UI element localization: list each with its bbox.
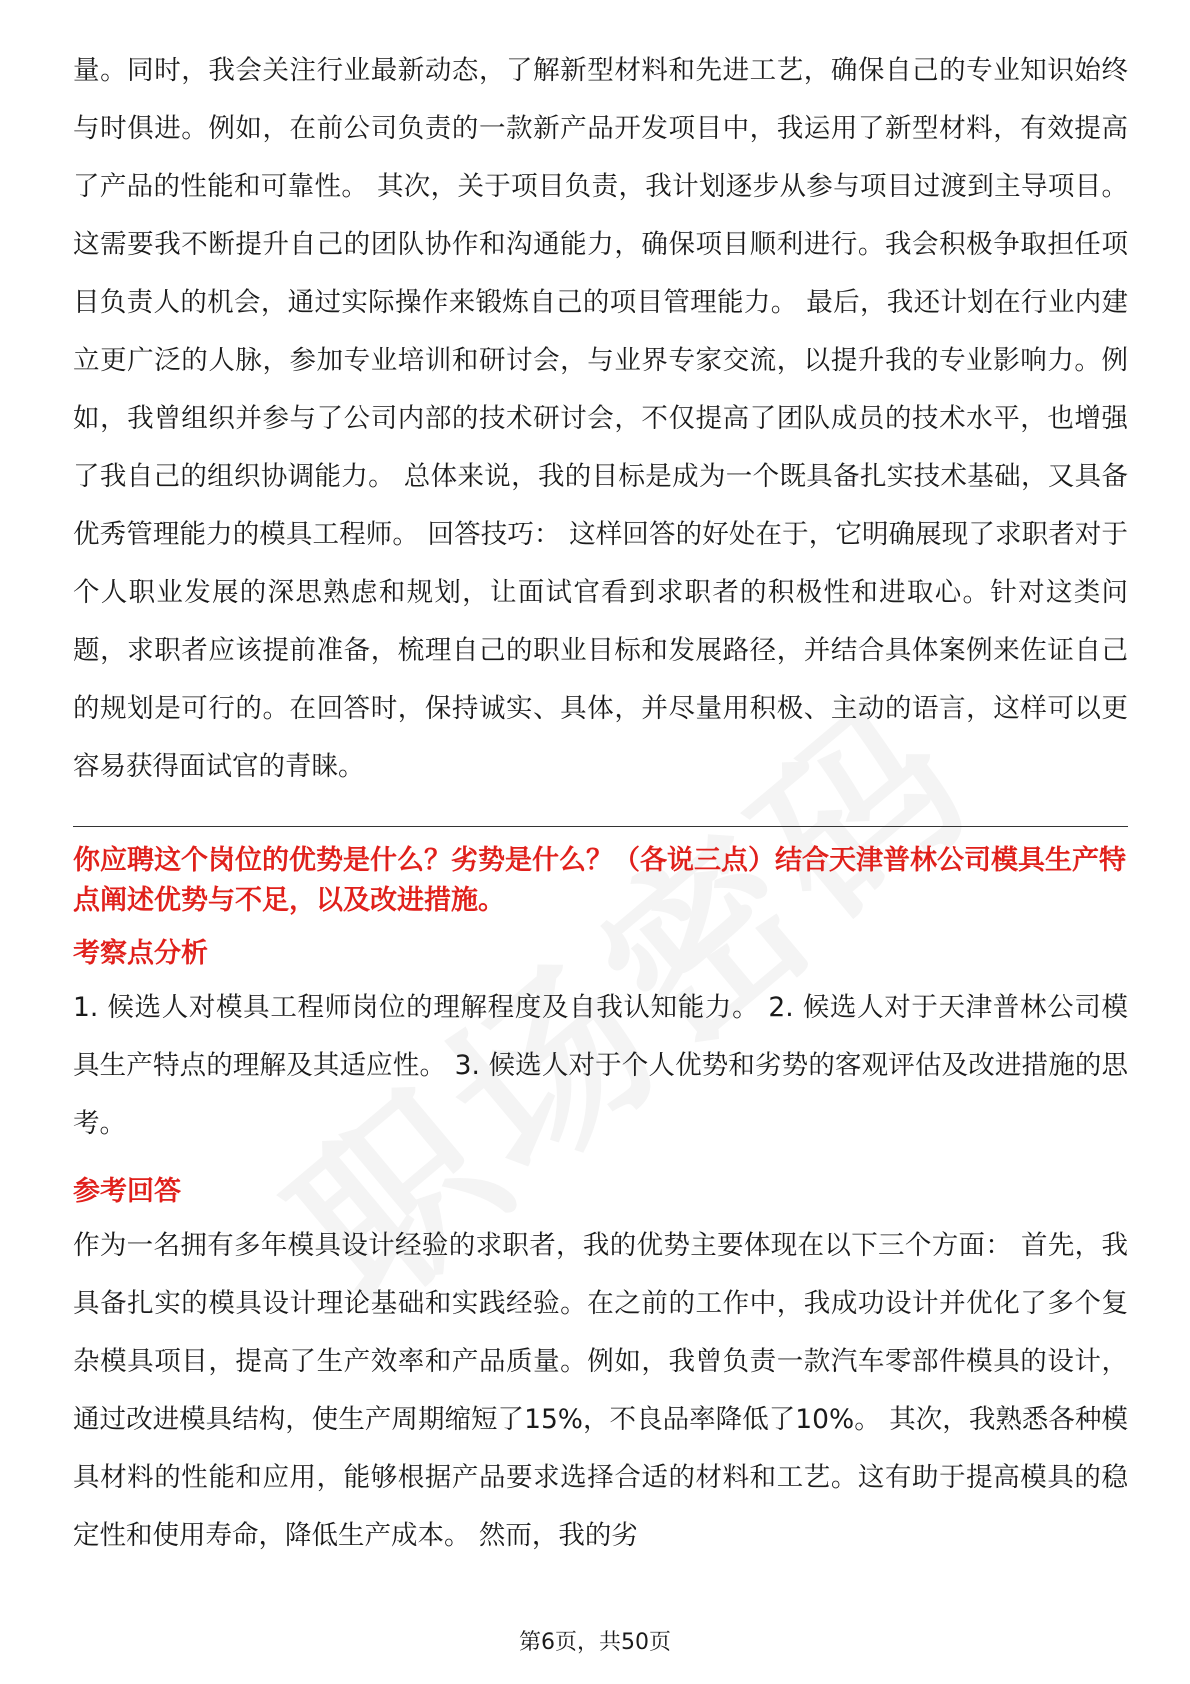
section-divider bbox=[73, 826, 1128, 827]
interview-question: 你应聘这个岗位的优势是什么？劣势是什么？（各说三点）结合天津普林公司模具生产特点阐述优势与不足，以及改进措施。 bbox=[73, 845, 1126, 916]
reference-answer-heading: 参考回答 bbox=[73, 1176, 181, 1207]
document-page bbox=[73, 42, 1128, 1565]
reference-answer-text: 作为一名拥有多年模具设计经验的求职者，我的优势主要体现在以下三个方面： 首先，我具备扎实的模具设计理论基础和实践经验。在之前的工作中，我成功设计并优化了多个复杂模具项目，提高了生产效率和产品质量。例如，我曾负责一款汽车零部件模具的设计，通过改进模具结构，使生产周期缩短了15%，不良品率降低了10%。 其次，我熟悉各种模具材料的性能和应用，能够根据产品要求选择合适的材料和工艺。这有助于提高模具的稳定性和使用寿命，降低生产成本。 然而，我的劣 bbox=[73, 1230, 1128, 1551]
page-number-footer: 第6页，共50页 bbox=[519, 1630, 671, 1655]
analysis-heading: 考察点分析 bbox=[73, 938, 208, 969]
analysis-text: 1. 候选人对模具工程师岗位的理解程度及自我认知能力。 2. 候选人对于天津普林公司模具生产特点的理解及其适应性。 3. 候选人对于个人优势和劣势的客观评估及改进措施的思考。 bbox=[73, 992, 1128, 1139]
continued-answer-paragraph: 量。同时，我会关注行业最新动态，了解新型材料和先进工艺，确保自己的专业知识始终与时俱进。例如，在前公司负责的一款新产品开发项目中，我运用了新型材料，有效提高了产品的性能和可靠性。 其次，关于项目负责，我计划逐步从参与项目过渡到主导项目。这需要我不断提升自己的团队协作和沟通能力，确保项目顺利进行。我会积极争取担任项目负责人的机会，通过实际操作来锻炼自己的项目管理能力。 最后，我还计划在行业内建立更广泛的人脉，参加专业培训和研讨会，与业界专家交流，以提升我的专业影响力。例如，我曾组织并参与了公司内部的技术研讨会，不仅提高了团队成员的技术水平，也增强了我自己的组织协调能力。 总体来说，我的目标是成为一个既具备扎实技术基础，又具备优秀管理能力的模具工程师。 回答技巧： 这样回答的好处在于，它明确展现了求职者对于个人职业发展的深思熟虑和规划，让面试官看到求职者的积极性和进取心。针对这类问题，求职者应该提前准备，梳理自己的职业目标和发展路径，并结合具体案例来佐证自己的规划是可行的。在回答时，保持诚实、具体，并尽量用积极、主动的语言，这样可以更容易获得面试官的青睐。 bbox=[73, 55, 1128, 782]
